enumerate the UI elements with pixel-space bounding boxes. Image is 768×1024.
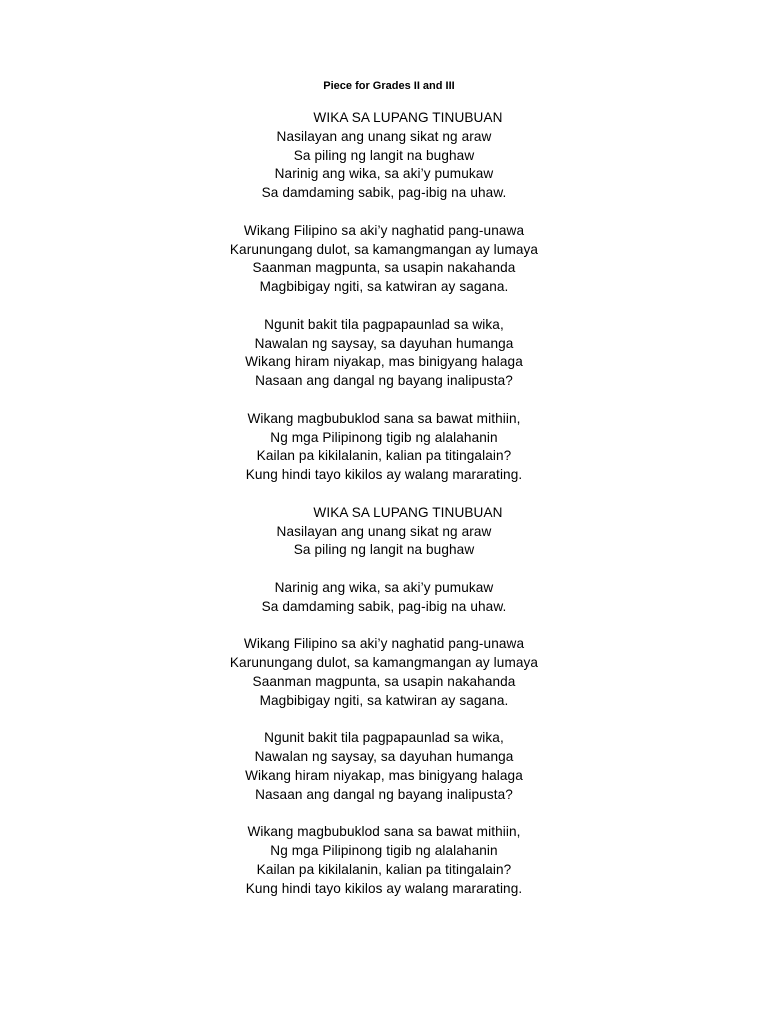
poem-line: Wikang Filipino sa aki’y naghatid pang-unawa <box>243 636 525 652</box>
stanza <box>0 410 768 485</box>
stanza <box>0 579 768 617</box>
poem-line: Narinig ang wika, sa aki’y pumukaw <box>274 579 494 595</box>
stanza-gap <box>0 804 768 823</box>
poem-1 <box>0 109 768 504</box>
poem-line: Nasilayan ang unang sikat ng araw <box>276 523 492 539</box>
stanza <box>0 635 768 710</box>
poem-line: Karunungang dulot, sa kamangmangan ay lumaya <box>229 655 539 671</box>
poem-line: Wikang magbubuklod sana sa bawat mithiin, <box>247 824 521 840</box>
stanza-gap <box>0 711 768 730</box>
poem-line: Nasaan ang dangal ng bayang inalipusta? <box>255 786 513 802</box>
poem-line: Kung hindi tayo kikilos ay walang mararating. <box>245 880 523 896</box>
poem-2 <box>0 504 768 899</box>
poem-line: Sa damdaming sabik, pag-ibig na uhaw. <box>261 598 507 614</box>
poem-line: Ng mga Pilipinong tigib ng alalahanin <box>270 429 498 445</box>
poem-line: Nawalan ng saysay, sa dayuhan humanga <box>254 335 514 351</box>
poem-line: Karunungang dulot, sa kamangmangan ay lumaya <box>229 241 539 257</box>
poem-line: Nasilayan ang unang sikat ng araw <box>276 128 492 144</box>
poem-line: Wikang magbubuklod sana sa bawat mithiin, <box>247 410 521 426</box>
poem-line: Kailan pa kikilalanin, kalian pa titingalain? <box>256 861 512 877</box>
poem-line: Narinig ang wika, sa aki’y pumukaw <box>274 166 494 182</box>
stanza <box>0 128 768 203</box>
poem-line: Kung hindi tayo kikilos ay walang mararating. <box>245 467 523 483</box>
poem-line: Wikang Filipino sa aki’y naghatid pang-unawa <box>243 222 525 238</box>
poem-line: Saanman magpunta, sa usapin nakahanda <box>252 673 516 689</box>
poem-line: Sa damdaming sabik, pag-ibig na uhaw. <box>261 185 507 201</box>
poem-line: Ngunit bakit tila pagpapaunlad sa wika, <box>264 730 504 746</box>
stanza <box>0 523 768 561</box>
stanza-gap <box>0 560 768 579</box>
poem-line: Magbibigay ngiti, sa katwiran ay sagana. <box>259 279 509 295</box>
stanza-gap <box>0 617 768 636</box>
stanza-gap <box>0 485 768 504</box>
poem-line: Ng mga Pilipinong tigib ng alalahanin <box>270 843 498 859</box>
poem-line: Sa piling ng langit na bughaw <box>293 147 475 163</box>
stanza <box>0 823 768 898</box>
poem-line: Magbibigay ngiti, sa katwiran ay sagana. <box>259 692 509 708</box>
stanza <box>0 316 768 391</box>
poem-line: Saanman magpunta, sa usapin nakahanda <box>252 260 516 276</box>
stanza-gap <box>0 297 768 316</box>
poem-line: Nasaan ang dangal ng bayang inalipusta? <box>255 373 513 389</box>
poem-title: WIKA SA LUPANG TINUBUAN <box>313 504 503 520</box>
poem-line: Ngunit bakit tila pagpapaunlad sa wika, <box>264 316 504 332</box>
poem-title: WIKA SA LUPANG TINUBUAN <box>313 110 503 125</box>
poem-line: Nawalan ng saysay, sa dayuhan humanga <box>254 749 514 765</box>
poem-line: Wikang hiram niyakap, mas binigyang halaga <box>245 354 523 370</box>
stanza-gap <box>0 203 768 222</box>
stanza <box>0 729 768 804</box>
poem-body <box>0 109 768 898</box>
stanza <box>0 222 768 297</box>
document-heading: Piece for Grades II and III <box>323 80 455 92</box>
poem-line: Wikang hiram niyakap, mas binigyang halaga <box>245 767 523 783</box>
poem-line: Kailan pa kikilalanin, kalian pa titingalain? <box>256 448 512 464</box>
stanza-gap <box>0 391 768 410</box>
poem-line: Sa piling ng langit na bughaw <box>293 542 475 558</box>
